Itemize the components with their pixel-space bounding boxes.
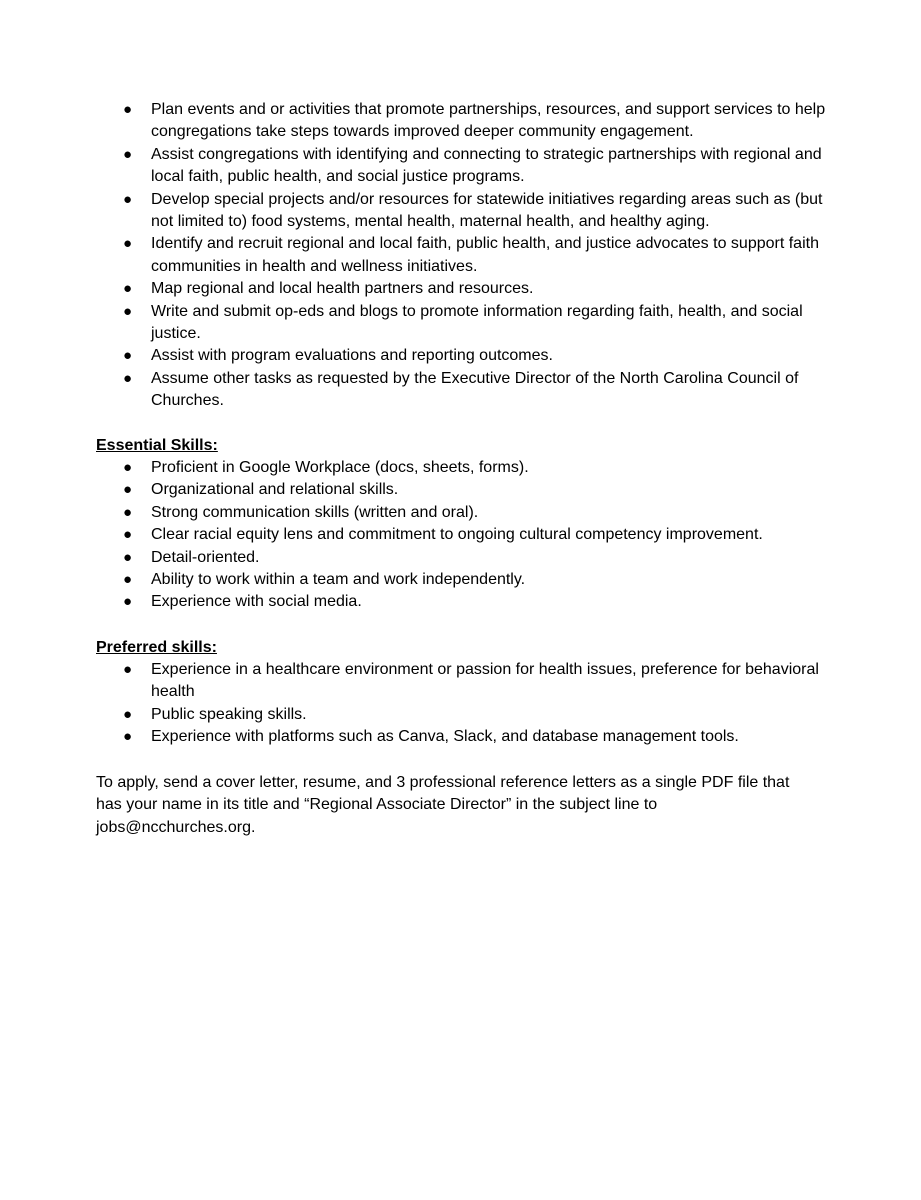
- bullet-icon: ●: [123, 459, 133, 476]
- application-instructions: To apply, send a cover letter, resume, and 3 professional reference letters as a single PDF file that has your name in its title and “Regional Associate Director” in the subject line to jobs@ncchurches.org.: [96, 774, 790, 836]
- essential-skills-heading: Essential Skills:: [96, 437, 218, 454]
- list-item-text: Detail-oriented.: [151, 548, 260, 566]
- list-item: [96, 547, 826, 569]
- list-item: [96, 726, 826, 748]
- list-item: [96, 301, 826, 346]
- list-item: [96, 591, 826, 613]
- bullet-icon: ●: [123, 302, 133, 320]
- list-item: [96, 569, 826, 591]
- list-item-text: Identify and recruit regional and local faith, public health, and justice advocates to support faith communities in health and wellness initiatives.: [151, 235, 819, 275]
- bullet-icon: ●: [123, 548, 133, 566]
- list-item-text: Clear racial equity lens and commitment to ongoing cultural competency improvement.: [151, 526, 763, 544]
- list-item: [96, 233, 826, 278]
- duties-list: [96, 99, 826, 413]
- preferred-skills-heading: Preferred skills:: [96, 639, 217, 656]
- list-item: [96, 704, 826, 726]
- essential-skills-list: [96, 457, 826, 614]
- list-item: [96, 144, 826, 189]
- list-item-text: Assist congregations with identifying and connecting to strategic partnerships with regional and local faith, public health, and social justice programs.: [151, 145, 822, 186]
- bullet-icon: ●: [123, 280, 133, 298]
- list-item: [96, 278, 826, 300]
- list-item-text: Proficient in Google Workplace (docs, sheets, forms).: [151, 459, 529, 476]
- preferred-skills-list: [96, 659, 826, 749]
- bullet-icon: ●: [123, 145, 133, 163]
- list-item-text: Ability to work within a team and work independently.: [151, 571, 526, 589]
- list-item-text: Experience with social media.: [151, 593, 362, 611]
- list-item-text: Assist with program evaluations and reporting outcomes.: [151, 347, 553, 365]
- list-item-text: Write and submit op-eds and blogs to promote information regarding faith, health, and social justice.: [151, 302, 803, 343]
- list-item: [96, 345, 826, 367]
- bullet-icon: ●: [123, 661, 133, 678]
- list-item: [96, 99, 826, 144]
- bullet-icon: ●: [123, 705, 133, 723]
- bullet-icon: ●: [123, 235, 133, 253]
- list-item-text: Organizational and relational skills.: [151, 481, 399, 499]
- bullet-icon: ●: [123, 347, 133, 365]
- list-item-text: Assume other tasks as requested by the Executive Director of the North Carolina Council of Churches.: [151, 369, 799, 410]
- bullet-icon: ●: [123, 481, 133, 499]
- bullet-icon: ●: [123, 571, 133, 589]
- bullet-icon: ●: [123, 593, 133, 611]
- bullet-icon: ●: [123, 101, 133, 118]
- list-item-text: Strong communication skills (written and oral).: [151, 503, 479, 521]
- list-item: [96, 479, 826, 501]
- list-item: [96, 524, 826, 546]
- list-item-text: Experience with platforms such as Canva, Slack, and database management tools.: [151, 728, 739, 746]
- list-item: [96, 659, 826, 704]
- bullet-icon: ●: [123, 369, 133, 387]
- bullet-icon: ●: [123, 526, 133, 544]
- list-item: [96, 502, 826, 524]
- list-item-text: Experience in a healthcare environment or passion for health issues, preference for behavioral health: [151, 661, 819, 701]
- bullet-icon: ●: [123, 190, 133, 208]
- list-item-text: Map regional and local health partners and resources.: [151, 280, 534, 298]
- bullet-icon: ●: [123, 503, 133, 521]
- bullet-icon: ●: [123, 728, 133, 746]
- list-item: [96, 368, 826, 413]
- list-item: [96, 189, 826, 234]
- list-item-text: Public speaking skills.: [151, 705, 307, 723]
- list-item-text: Plan events and or activities that promote partnerships, resources, and support services to help congregations take steps towards improved deeper community engagement.: [151, 101, 826, 141]
- list-item-text: Develop special projects and/or resources for statewide initiatives regarding areas such as (but not limited to) food systems, mental health, maternal health, and healthy aging.: [151, 190, 823, 231]
- list-item: [96, 457, 826, 479]
